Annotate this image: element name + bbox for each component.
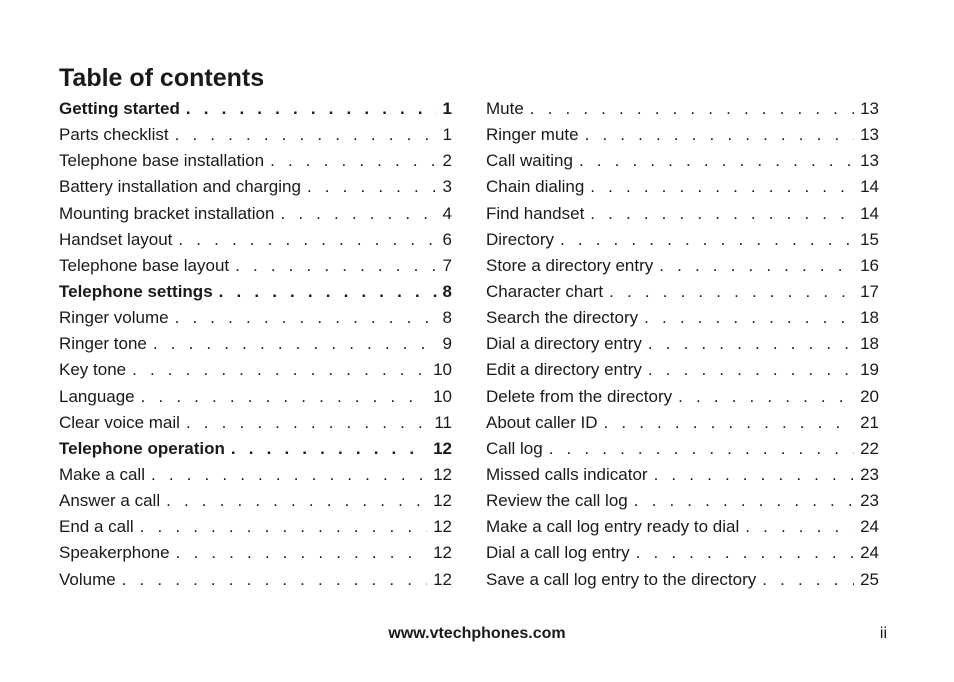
toc-dot-leader [659, 253, 854, 279]
toc-entry[interactable] [486, 514, 879, 540]
toc-entry[interactable] [59, 201, 452, 227]
toc-entry[interactable] [486, 462, 879, 488]
toc-entry[interactable] [59, 253, 452, 279]
toc-entry-page: 10 [433, 360, 452, 380]
toc-entry-page: 12 [433, 517, 452, 537]
toc-dot-leader [560, 227, 854, 253]
toc-dot-leader [590, 174, 854, 200]
toc-dot-leader [636, 540, 854, 566]
toc-entry[interactable] [59, 331, 452, 357]
toc-dot-leader [176, 540, 427, 566]
toc-entry[interactable] [486, 174, 879, 200]
toc-entry-label: Key tone [59, 360, 127, 380]
toc-entry-label: Call log [486, 438, 543, 458]
toc-entry-label: Clear voice mail [59, 412, 180, 432]
toc-entry[interactable] [486, 436, 879, 462]
toc-entry-label: Search the directory [486, 308, 639, 328]
toc-dot-leader [609, 279, 854, 305]
toc-entry-label: Telephone operation [59, 438, 225, 458]
toc-entry-page: 6 [442, 229, 452, 249]
toc-entry-page: 11 [434, 412, 452, 432]
toc-entry[interactable] [59, 488, 452, 514]
toc-entry[interactable] [486, 148, 879, 174]
toc-entry-page: 1 [442, 99, 452, 118]
toc-dot-leader [579, 148, 854, 174]
toc-entry-label: Edit a directory entry [486, 360, 642, 380]
toc-entry-label: Parts checklist [59, 125, 169, 145]
toc-entry-page: 2 [442, 151, 452, 171]
toc-entry-label: Save a call log entry to the directory [486, 569, 757, 589]
toc-dot-leader [644, 305, 854, 331]
toc-entry[interactable] [59, 514, 452, 540]
toc-dot-leader [166, 488, 427, 514]
toc-dot-leader [140, 514, 427, 540]
toc-entry-page: 13 [860, 151, 879, 171]
toc-entry-label: Mute [486, 99, 524, 118]
toc-dot-leader [648, 331, 854, 357]
toc-entry-page: 18 [860, 308, 879, 328]
toc-entry-page: 21 [860, 412, 879, 432]
toc-entry-page: 12 [433, 543, 452, 563]
toc-entry-page: 8 [442, 281, 452, 301]
toc-entry[interactable] [486, 96, 879, 122]
toc-entry-label: About caller ID [486, 412, 598, 432]
toc-entry[interactable] [486, 488, 879, 514]
toc-entry-page: 10 [433, 386, 452, 406]
toc-left-column [59, 96, 452, 593]
toc-entry-page: 19 [860, 360, 879, 380]
toc-entry[interactable] [59, 567, 452, 593]
toc-entry-page: 24 [860, 517, 879, 537]
toc-dot-leader [762, 567, 854, 593]
toc-entry[interactable] [59, 174, 452, 200]
toc-entry[interactable] [486, 331, 879, 357]
toc-entry[interactable] [486, 253, 879, 279]
toc-entry-label: Battery installation and charging [59, 177, 301, 197]
toc-section-heading[interactable] [59, 436, 452, 462]
toc-entry-label: Ringer tone [59, 334, 147, 354]
toc-dot-leader [590, 201, 854, 227]
toc-dot-leader [235, 253, 436, 279]
toc-entry-label: Character chart [486, 281, 604, 301]
toc-entry[interactable] [59, 227, 452, 253]
toc-entry-page: 24 [860, 543, 879, 563]
toc-entry-page: 15 [860, 229, 879, 249]
toc-dot-leader [530, 96, 854, 122]
toc-entry-page: 1 [442, 125, 452, 145]
toc-entry-label: Mounting bracket installation [59, 203, 275, 223]
toc-section-heading[interactable] [59, 279, 452, 305]
toc-entry-label: Volume [59, 569, 116, 589]
toc-entry-page: 16 [860, 255, 879, 275]
toc-entry[interactable] [486, 305, 879, 331]
toc-entry-page: 14 [860, 203, 879, 223]
toc-dot-leader [178, 227, 436, 253]
toc-dot-leader [270, 148, 436, 174]
toc-entry-label: Answer a call [59, 491, 161, 511]
toc-entry-label: Call waiting [486, 151, 573, 171]
toc-entry-page: 8 [442, 308, 452, 328]
toc-entry-label: End a call [59, 517, 134, 537]
toc-dot-leader [186, 96, 437, 122]
toc-dot-leader [549, 436, 854, 462]
toc-dot-leader [122, 567, 427, 593]
toc-dot-leader [151, 462, 427, 488]
toc-entry-label: Dial a call log entry [486, 543, 630, 563]
toc-dot-leader [634, 488, 854, 514]
toc-entry[interactable] [486, 122, 879, 148]
toc-dot-leader [219, 279, 437, 305]
toc-entry-page: 13 [860, 125, 879, 145]
toc-entry-label: Speakerphone [59, 543, 170, 563]
toc-entry[interactable] [486, 279, 879, 305]
toc-entry[interactable] [486, 384, 879, 410]
toc-entry[interactable] [486, 410, 879, 436]
footer-url[interactable]: www.vtechphones.com [388, 625, 566, 642]
toc-entry-label: Handset layout [59, 229, 173, 249]
toc-entry[interactable] [59, 305, 452, 331]
toc-entry-page: 23 [860, 491, 879, 511]
toc-entry-label: Delete from the directory [486, 386, 673, 406]
toc-dot-leader [186, 410, 428, 436]
toc-entry[interactable] [59, 384, 452, 410]
toc-dot-leader [153, 331, 437, 357]
toc-entry[interactable] [59, 122, 452, 148]
toc-entry-label: Store a directory entry [486, 255, 654, 275]
toc-entry-label: Ringer mute [486, 125, 579, 145]
toc-entry-label: Find handset [486, 203, 585, 223]
toc-entry-label: Language [59, 386, 135, 406]
toc-entry-page: 9 [442, 334, 452, 354]
toc-dot-leader [280, 201, 436, 227]
toc-entry-label: Getting started [59, 99, 180, 118]
toc-dot-leader [231, 436, 427, 462]
toc-entry-label: Telephone base layout [59, 255, 230, 275]
toc-entry-page: 17 [860, 281, 879, 301]
toc-entry[interactable] [59, 148, 452, 174]
toc-entry[interactable] [486, 567, 879, 593]
toc-section-heading[interactable] [59, 96, 452, 122]
page-title: Table of contents [59, 64, 265, 92]
toc-entry[interactable] [486, 227, 879, 253]
toc-entry-label: Directory [486, 229, 555, 249]
toc-dot-leader [175, 305, 437, 331]
toc-dot-leader [141, 384, 427, 410]
toc-entry-page: 12 [433, 438, 452, 458]
toc-entry-label: Dial a directory entry [486, 334, 642, 354]
toc-entry-page: 3 [442, 177, 452, 197]
toc-entry[interactable] [486, 201, 879, 227]
toc-entry-page: 22 [860, 438, 879, 458]
toc-dot-leader [745, 514, 854, 540]
toc-dot-leader [132, 357, 427, 383]
toc-entry[interactable] [486, 357, 879, 383]
toc-entry-page: 14 [860, 177, 879, 197]
toc-entry-page: 25 [860, 569, 879, 589]
toc-entry[interactable] [59, 357, 452, 383]
toc-dot-leader [654, 462, 855, 488]
toc-entry-page: 18 [860, 334, 879, 354]
toc-right-column [486, 96, 879, 593]
toc-entry-page: 12 [433, 464, 452, 484]
toc-entry[interactable] [59, 540, 452, 566]
toc-entry-label: Missed calls indicator [486, 464, 648, 484]
toc-entry-page: 4 [442, 203, 452, 223]
toc-dot-leader [678, 384, 854, 410]
toc-entry-page: 7 [442, 255, 452, 275]
toc-dot-leader [585, 122, 854, 148]
toc-entry-page: 13 [860, 99, 879, 118]
toc-dot-leader [604, 410, 855, 436]
toc-entry-label: Telephone base installation [59, 151, 265, 171]
footer-page-number: ii [879, 625, 887, 642]
toc-entry-label: Make a call log entry ready to dial [486, 517, 740, 537]
toc-entry-page: 23 [860, 464, 879, 484]
toc-dot-leader [307, 174, 437, 200]
toc-entry-label: Telephone settings [59, 281, 213, 301]
toc-entry-page: 12 [433, 491, 452, 511]
toc-entry[interactable] [486, 540, 879, 566]
toc-entry-label: Chain dialing [486, 177, 585, 197]
toc-dot-leader [175, 122, 437, 148]
toc-entry-page: 20 [860, 386, 879, 406]
toc-dot-leader [648, 357, 854, 383]
toc-entry[interactable] [59, 462, 452, 488]
toc-entry-label: Make a call [59, 464, 145, 484]
toc-entry-page: 12 [433, 569, 452, 589]
toc-entry[interactable] [59, 410, 452, 436]
toc-entry-label: Ringer volume [59, 308, 169, 328]
toc-entry-label: Review the call log [486, 491, 628, 511]
